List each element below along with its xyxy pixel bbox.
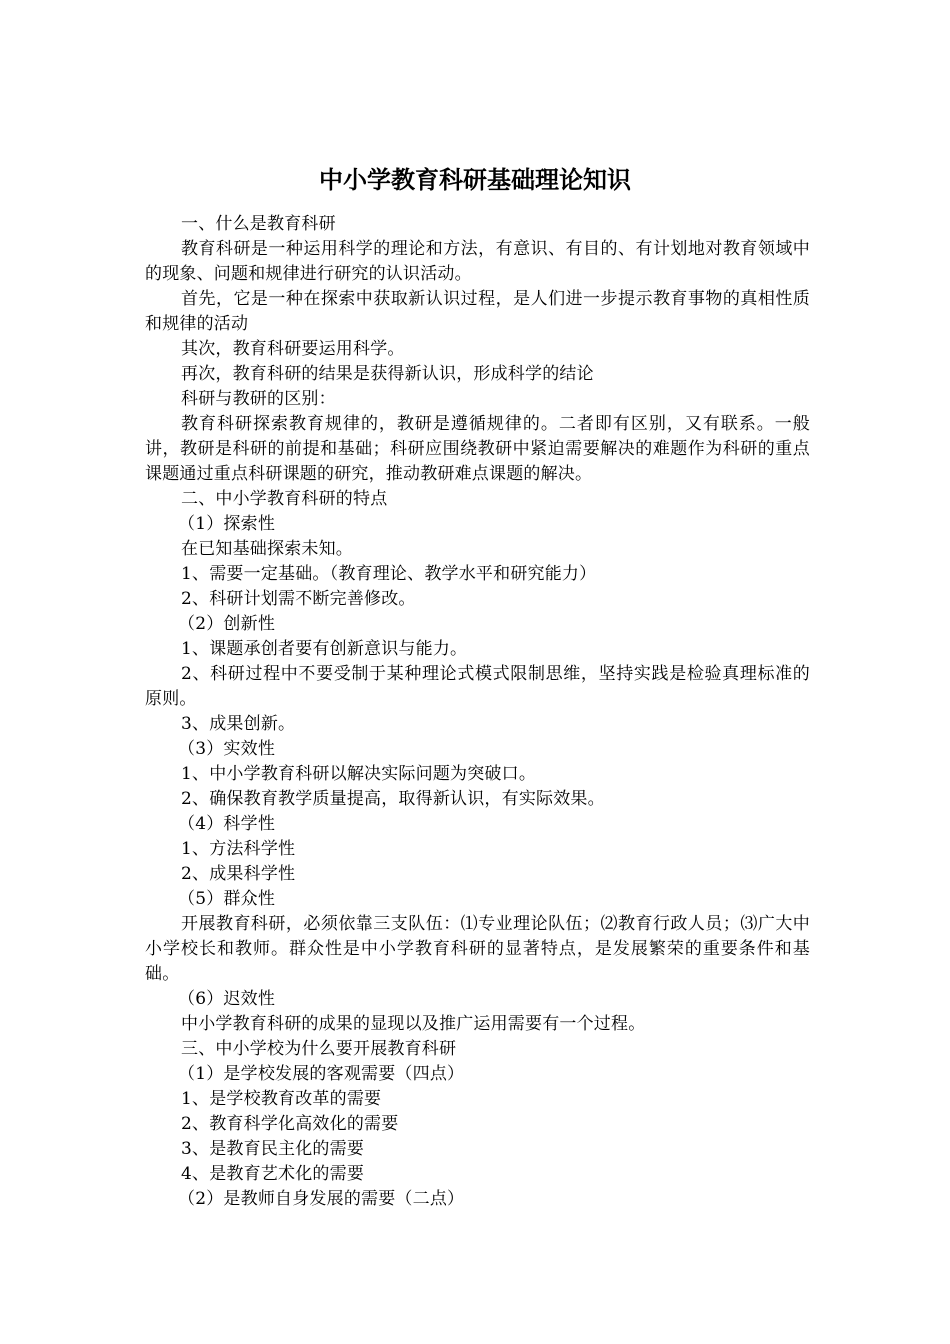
body-paragraph: 1、课题承创者要有创新意识与能力。 — [181, 639, 468, 659]
document-body — [145, 212, 810, 1212]
section-subheading: （6）迟效性 — [178, 989, 276, 1009]
body-paragraph: 在已知基础探索未知。 — [181, 539, 353, 559]
body-paragraph: 2、成果科学性 — [181, 864, 296, 884]
body-paragraph: 4、是教育艺术化的需要 — [181, 1164, 365, 1184]
body-paragraph: 再次，教育科研的结果是获得新认识，形成科学的结论 — [181, 364, 594, 384]
body-paragraph: 其次，教育科研要运用科学。 — [181, 339, 405, 359]
body-paragraph: 教育科研是一种运用科学的理论和方法，有意识、有目的、有计划地对教育领域中的现象、问题和规律进行研究的认识活动。 — [145, 239, 810, 284]
body-paragraph: 2、科研计划需不断完善修改。 — [181, 589, 416, 609]
body-paragraph: 开展教育科研，必须依靠三支队伍：⑴专业理论队伍；⑵教育行政人员；⑶广大中小学校长和教师。群众性是中小学教育科研的显著特点，是发展繁荣的重要条件和基础。 — [145, 914, 810, 984]
body-paragraph: 二、中小学教育科研的特点 — [181, 489, 388, 509]
section-subheading: （4）科学性 — [178, 814, 276, 834]
body-paragraph: 1、是学校教育改革的需要 — [181, 1089, 382, 1109]
body-paragraph: 一、什么是教育科研 — [181, 214, 336, 234]
body-paragraph: 3、是教育民主化的需要 — [181, 1139, 365, 1159]
section-subheading: （2）是教师自身发展的需要（二点） — [178, 1189, 465, 1209]
body-paragraph: 三、中小学校为什么要开展教育科研 — [181, 1039, 457, 1059]
section-subheading: （1）是学校发展的客观需要（四点） — [178, 1064, 465, 1084]
document-title: 中小学教育科研基础理论知识 — [319, 165, 631, 194]
section-subheading: （2）创新性 — [178, 614, 276, 634]
body-paragraph: 3、成果创新。 — [181, 714, 296, 734]
body-paragraph: 教育科研探索教育规律的，教研是遵循规律的。二者即有区别，又有联系。一般讲，教研是科研的前提和基础；科研应围绕教研中紧迫需要解决的难题作为科研的重点课题通过重点科研课题的研究，推动教研难点课题的解决。 — [145, 414, 810, 484]
body-paragraph: 中小学教育科研的成果的显现以及推广运用需要有一个过程。 — [181, 1014, 646, 1034]
body-paragraph: 科研与教研的区别： — [181, 389, 336, 409]
body-paragraph: 2、确保教育教学质量提高，取得新认识，有实际效果。 — [181, 789, 605, 809]
section-subheading: （3）实效性 — [178, 739, 276, 759]
section-subheading: （5）群众性 — [178, 889, 276, 909]
body-paragraph: 1、需要一定基础。（教育理论、教学水平和研究能力） — [181, 564, 597, 584]
body-paragraph: 2、教育科学化高效化的需要 — [181, 1114, 399, 1134]
body-paragraph: 2、科研过程中不要受制于某种理论式模式限制思维，坚持实践是检验真理标准的原则。 — [145, 664, 810, 709]
body-paragraph: 首先，它是一种在探索中获取新认识过程，是人们进一步提示教育事物的真相性质和规律的活动 — [145, 289, 810, 334]
section-subheading: （1）探索性 — [178, 514, 276, 534]
body-paragraph: 1、方法科学性 — [181, 839, 296, 859]
body-paragraph: 1、中小学教育科研以解决实际问题为突破口。 — [181, 764, 537, 784]
